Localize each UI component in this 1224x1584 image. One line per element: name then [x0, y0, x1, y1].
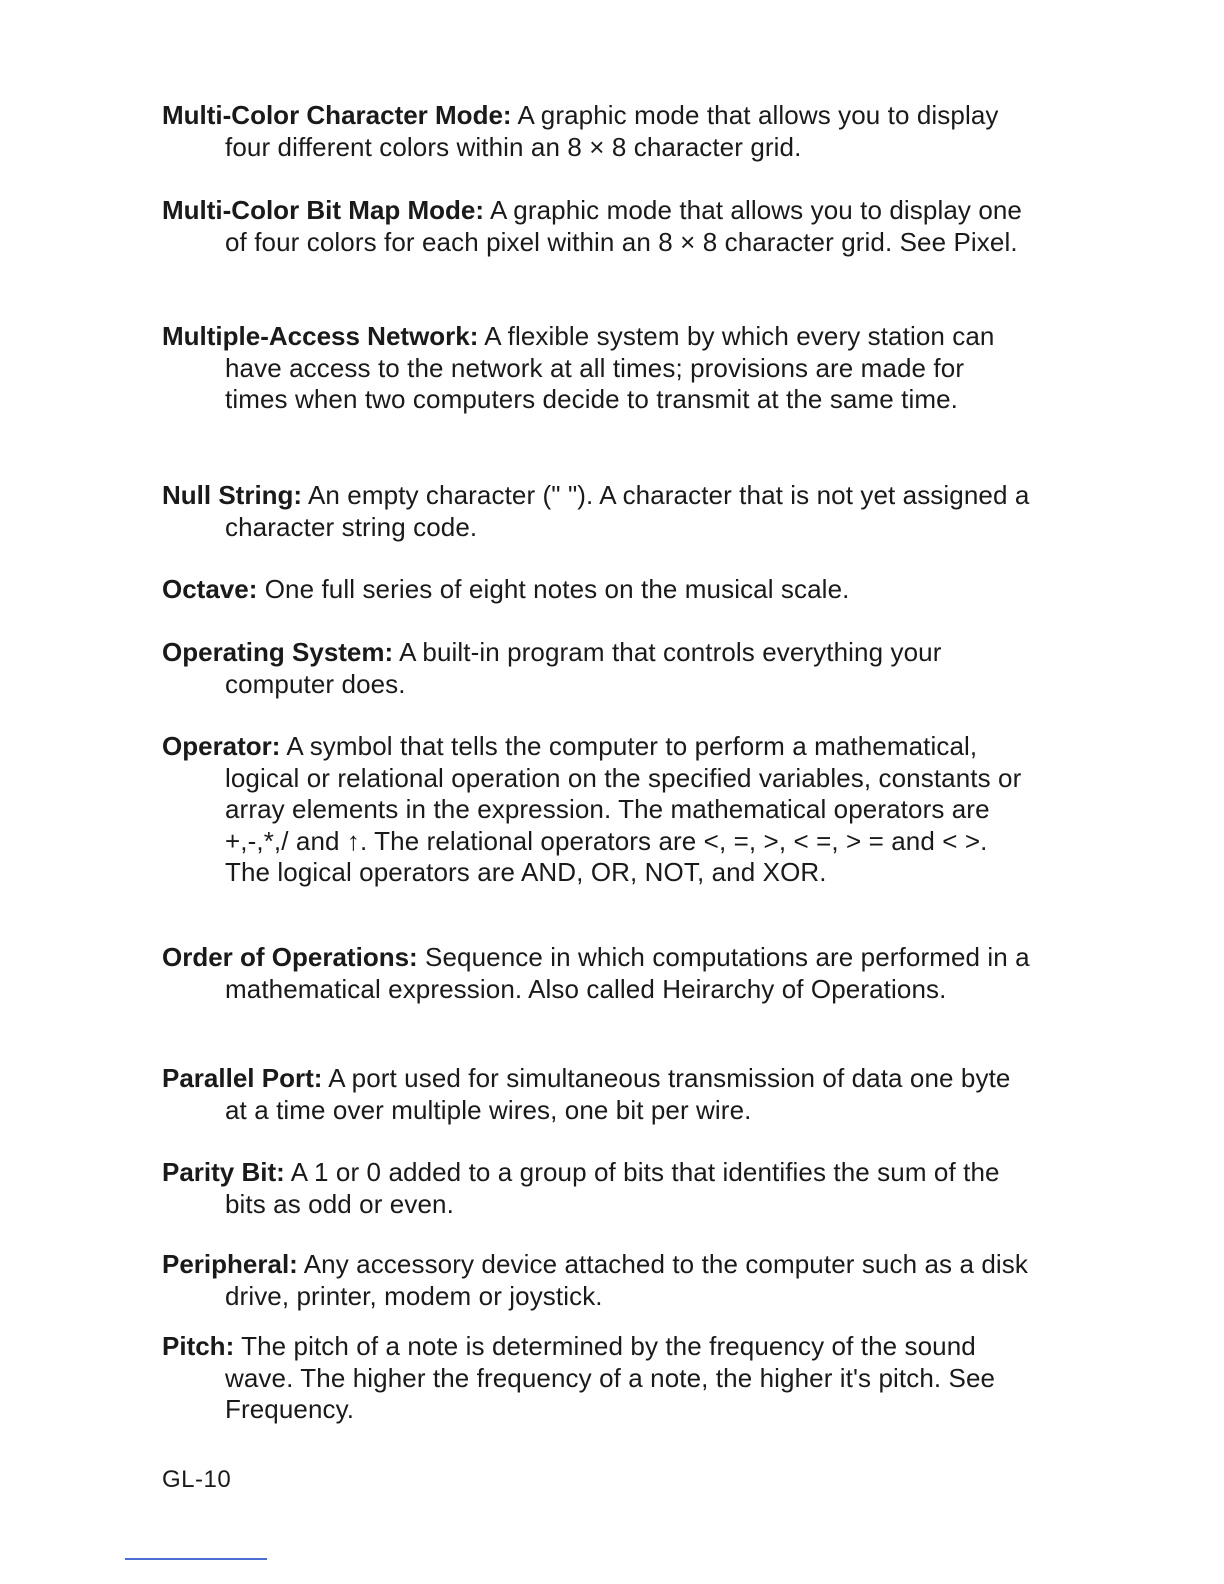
- entry-definition: Sequence in which computations are performed in a mathematical expression. Also called Heirarchy of Operations.: [225, 942, 1030, 1004]
- entry-definition: One full series of eight notes on the musical scale.: [264, 574, 850, 604]
- entry-term: Octave:: [162, 574, 258, 604]
- entry-definition: A symbol that tells the computer to perform a mathematical, logical or relational operation on the specified variables, constants or array elements in the expression. The mathematical operators are +,-,*,/ and ↑. The relational operators are <, =, >, < =, > = and < >. The logical operators are AND, OR, NOT, and XOR.: [225, 731, 1022, 887]
- glossary-entry-operating-system: [162, 637, 1032, 700]
- entry-definition: A built-in program that controls everything your computer does.: [225, 637, 942, 699]
- entry-definition: The pitch of a note is determined by the frequency of the sound wave. The higher the frequency of a note, the higher it's pitch. See Frequency.: [225, 1331, 996, 1424]
- entry-definition: A flexible system by which every station can have access to the network at all times; provisions are made for times when two computers decide to transmit at the same time.: [225, 321, 995, 414]
- entry-definition: A graphic mode that allows you to display four different colors within an 8 × 8 character grid.: [225, 100, 999, 162]
- glossary-entry-pitch: [162, 1331, 1032, 1426]
- entry-definition: A graphic mode that allows you to display one of four colors for each pixel within an 8 × 8 character grid. See Pixel.: [225, 195, 1022, 257]
- page-number: GL-10: [162, 1466, 232, 1493]
- glossary-entry-operator: [162, 731, 1032, 889]
- entry-term: Parallel Port:: [162, 1063, 323, 1093]
- entry-term: Operator:: [162, 731, 281, 761]
- entry-term: Operating System:: [162, 637, 394, 667]
- entry-definition: Any accessory device attached to the computer such as a disk drive, printer, modem or joystick.: [225, 1249, 1028, 1311]
- entry-term: Null String:: [162, 480, 303, 510]
- entry-term: Multiple-Access Network:: [162, 321, 479, 351]
- entry-definition: A 1 or 0 added to a group of bits that identifies the sum of the bits as odd or even.: [225, 1157, 1000, 1219]
- entry-term: Multi-Color Character Mode:: [162, 100, 512, 130]
- glossary-entry-parity-bit: [162, 1157, 1032, 1220]
- entry-term: Peripheral:: [162, 1249, 298, 1279]
- glossary-entry-multiple-access-network: [162, 321, 1032, 416]
- glossary-entry-multi-color-character-mode: [162, 100, 1032, 163]
- entry-definition: A port used for simultaneous transmission of data one byte at a time over multiple wires, one bit per wire.: [225, 1063, 1011, 1125]
- glossary-entry-multi-color-bit-map-mode: [162, 195, 1032, 258]
- entry-term: Order of Operations:: [162, 942, 418, 972]
- entry-term: Parity Bit:: [162, 1157, 285, 1187]
- entry-term: Pitch:: [162, 1331, 235, 1361]
- glossary-entry-octave: [162, 574, 849, 606]
- bottom-rule: [125, 1558, 267, 1560]
- entry-term: Multi-Color Bit Map Mode:: [162, 195, 485, 225]
- entry-definition: An empty character (" "). A character that is not yet assigned a character string code.: [225, 480, 1030, 542]
- glossary-entry-null-string: [162, 480, 1032, 543]
- glossary-entry-order-of-operations: [162, 942, 1032, 1005]
- glossary-entry-peripheral: [162, 1249, 1032, 1312]
- glossary-entry-parallel-port: [162, 1063, 1032, 1126]
